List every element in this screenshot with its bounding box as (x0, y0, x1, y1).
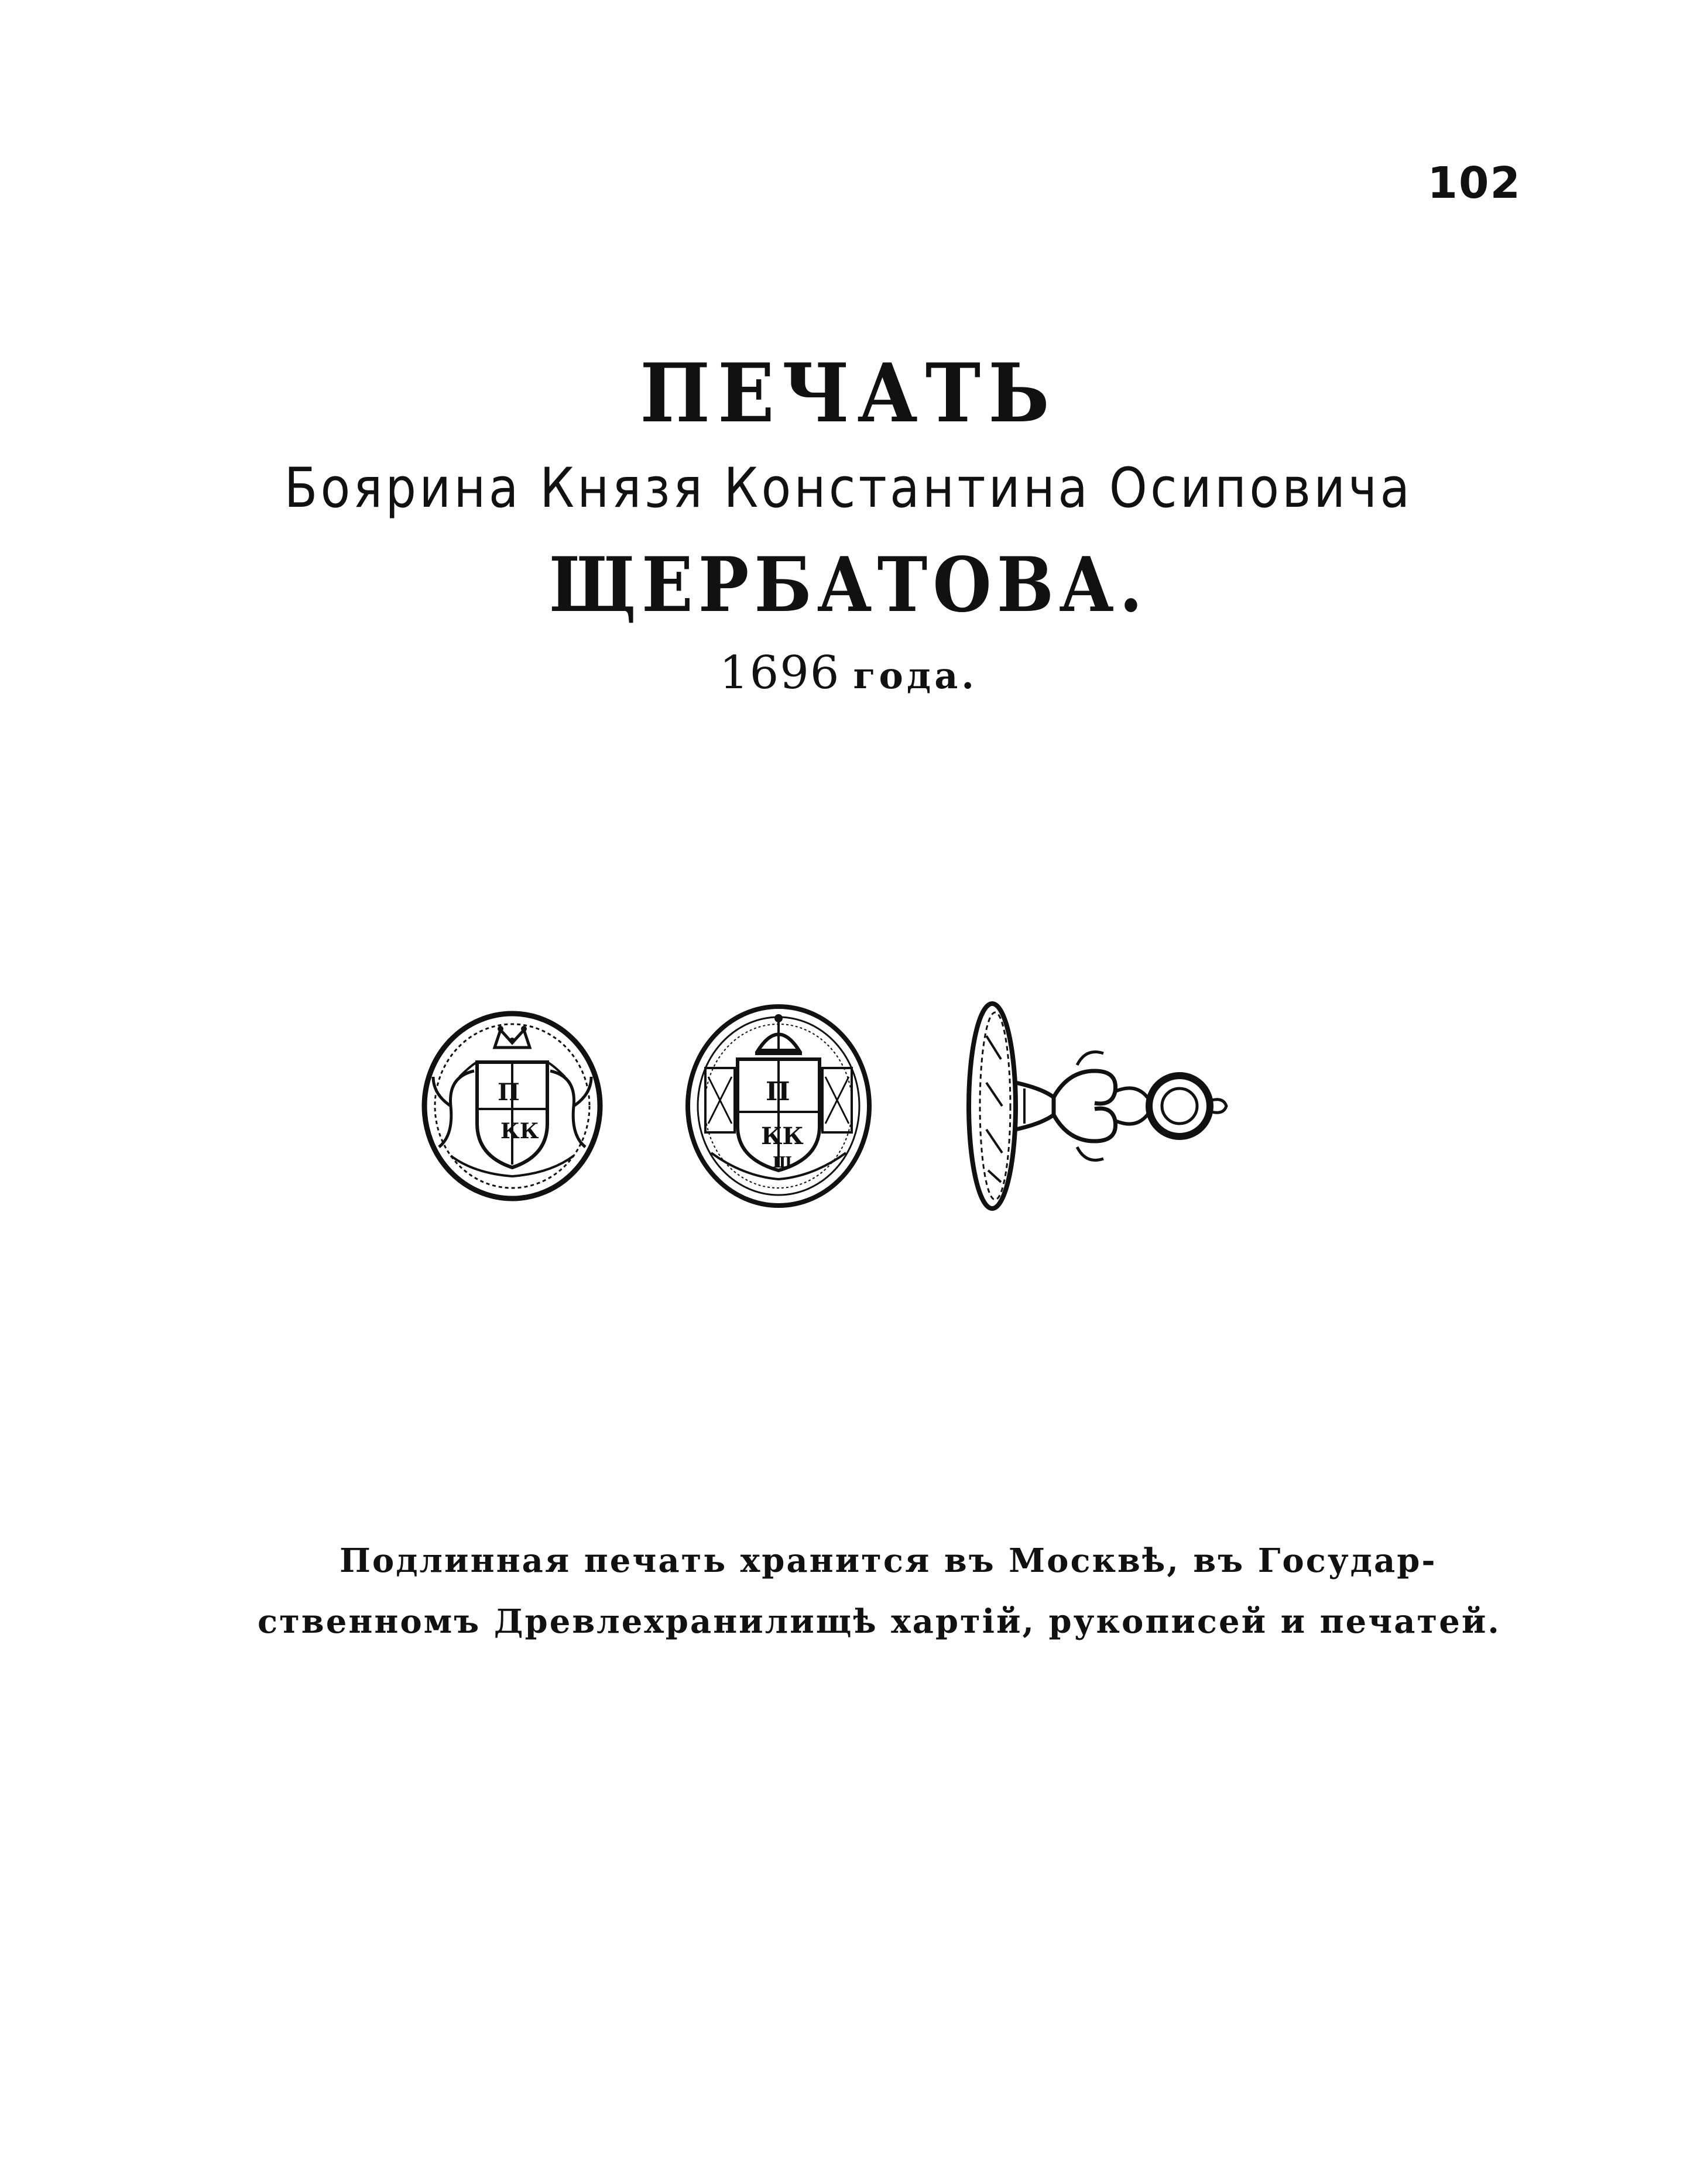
svg-text:КК: КК (761, 1122, 804, 1150)
wax-seal-icon (416, 1007, 609, 1206)
svg-text:П: П (766, 1077, 790, 1107)
seal-impression-2 (679, 1001, 878, 1211)
seal-stamp-icon (960, 995, 1276, 1217)
svg-text:Ш: Ш (773, 1154, 792, 1172)
svg-text:КК: КК (500, 1119, 539, 1143)
wax-seal-icon (679, 1001, 878, 1211)
subtitle: Боярина Князя Константина Осиповича (284, 456, 1413, 520)
provenance-note (258, 1530, 1501, 1652)
surname-heading: ЩЕРБАТОВА. (548, 541, 1149, 629)
seal-illustrations (0, 1007, 1697, 1241)
page-title: ПЕЧАТЬ (640, 345, 1057, 441)
note-line-2: ственномъ Древлехранилищѣ хартій, рукописей и печатей. (258, 1602, 1501, 1641)
year-number: 1696 (719, 647, 841, 699)
year-line (0, 647, 1697, 699)
year-word: года. (853, 654, 978, 697)
svg-text:П: П (498, 1079, 520, 1106)
seal-stamp (960, 995, 1276, 1217)
note-line-1: Подлинная печать хранится въ Москвѣ, въ Государ- (340, 1541, 1437, 1580)
seal-impression-1 (416, 1007, 609, 1206)
page-number: 102 (1427, 158, 1521, 208)
